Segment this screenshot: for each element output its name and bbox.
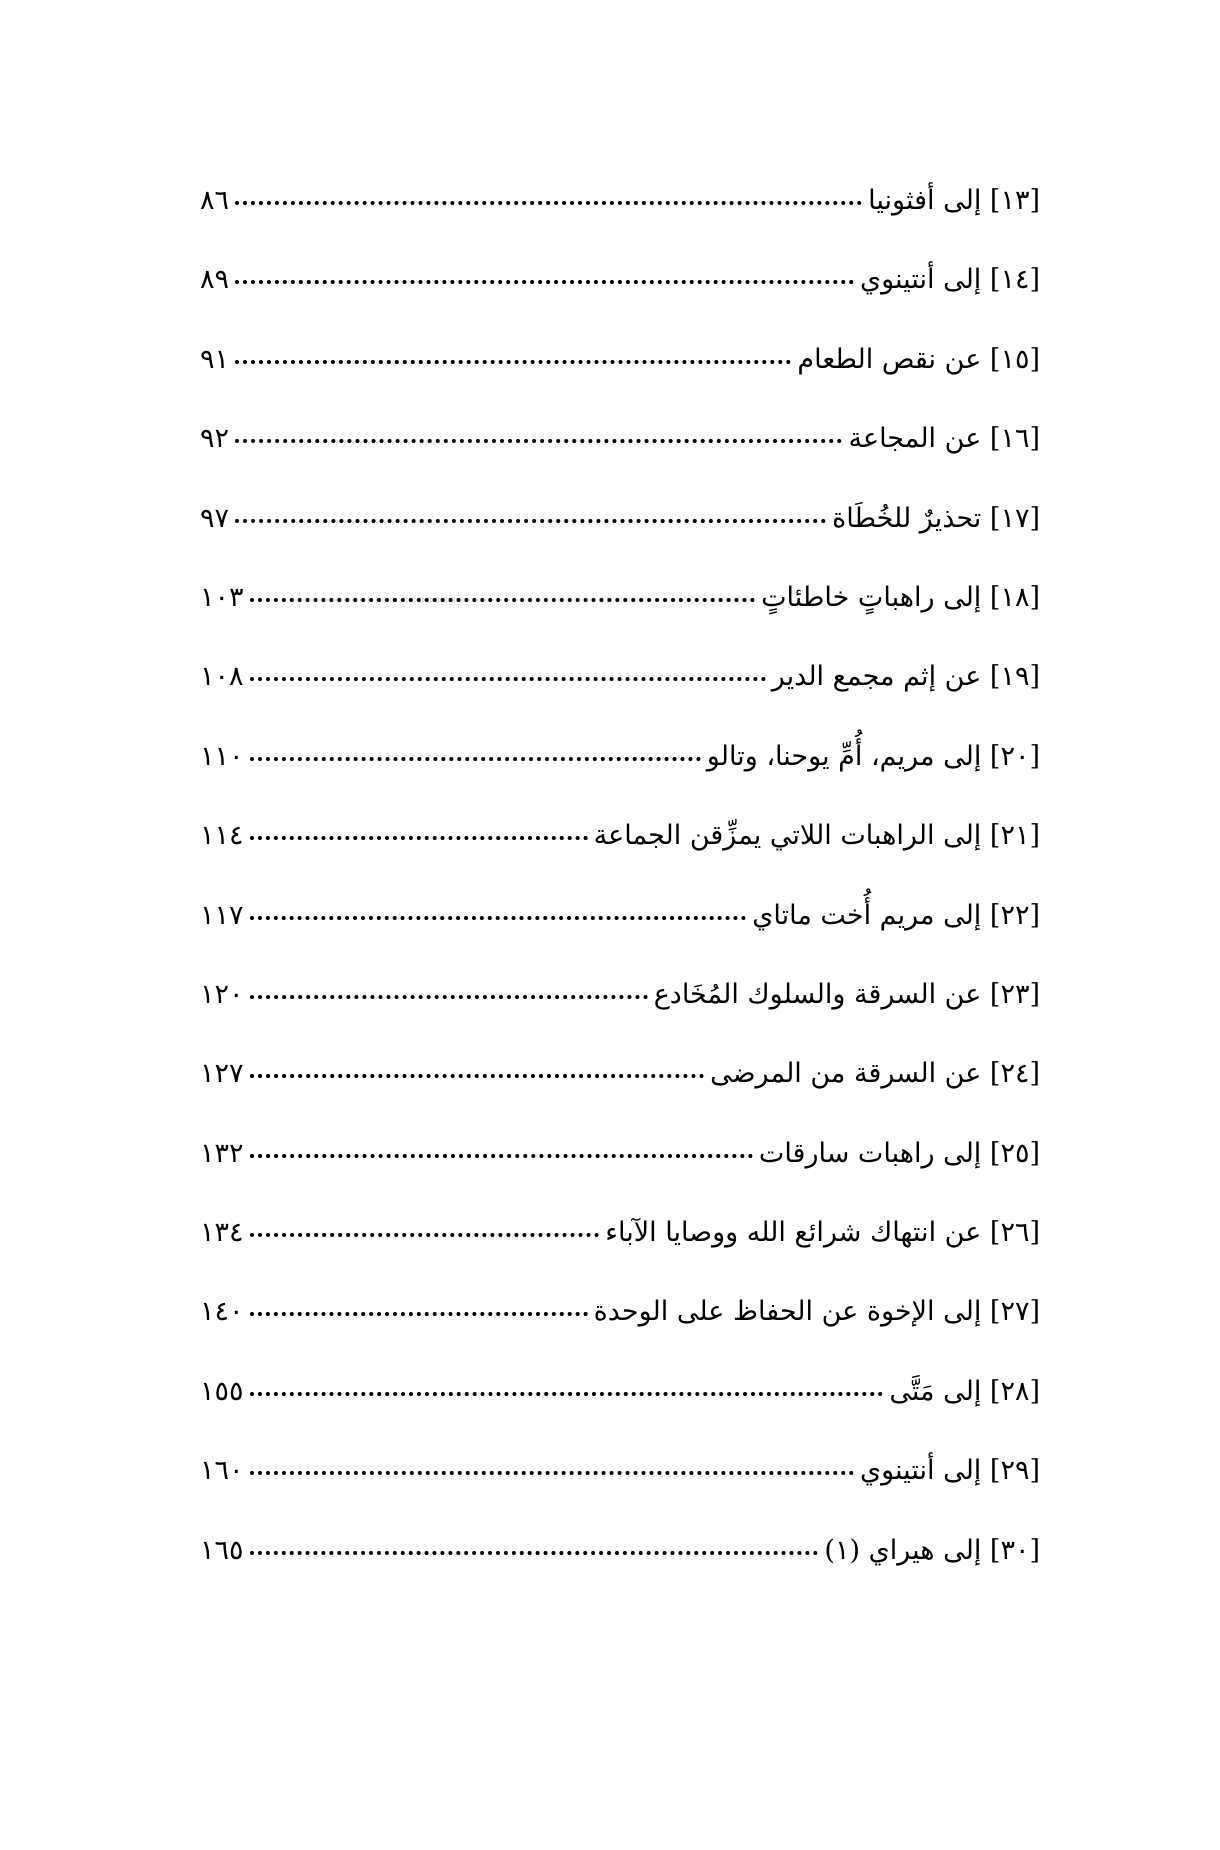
toc-entry-title: [٢٧] إلى الإخوة عن الحفاظ على الوحدة [593, 1296, 1040, 1328]
dot-leader [250, 836, 588, 840]
toc-entry-page-number: ١١٧ [200, 899, 244, 931]
toc-entry-title: [٢٠] إلى مريم، أُمِّ يوحنا، وتالو [706, 740, 1040, 772]
toc-entry-page-number: ٩٢ [200, 423, 230, 455]
toc-entry-page-number: ١٣٤ [200, 1217, 244, 1249]
toc-entry-title: [١٨] إلى راهباتٍ خاطئاتٍ [761, 581, 1040, 613]
toc-entry-page-number: ٨٦ [200, 185, 230, 216]
toc-entry [200, 344, 1040, 423]
toc-entry-page-number: ١٢٧ [200, 1058, 244, 1090]
toc-entry [200, 820, 1040, 899]
toc-entry-title: [٣٠] إلى هيراي (١) [824, 1534, 1040, 1566]
toc-entry [200, 185, 1040, 264]
toc-entry-title: [٢٥] إلى راهبات سارقات [758, 1137, 1040, 1169]
toc-entry-title: [٢٨] إلى مَتَّى [889, 1375, 1040, 1407]
dot-leader [250, 598, 756, 602]
table-of-contents [200, 185, 1040, 1614]
dot-leader [250, 1154, 753, 1158]
dot-leader [250, 916, 747, 920]
toc-entry [200, 1535, 1040, 1614]
toc-entry [200, 1455, 1040, 1534]
toc-entry-page-number: ١٦٥ [200, 1534, 244, 1566]
toc-entry-title: [١٧] تحذيرٌ للخُطَاة [832, 502, 1040, 534]
toc-entry-page-number: ٩٧ [200, 502, 230, 534]
dot-leader [235, 280, 854, 284]
toc-entry-title: [١٤] إلى أنتينوي [859, 264, 1040, 296]
toc-entry [200, 423, 1040, 502]
toc-entry-title: [١٣] إلى أفثونيا [868, 185, 1040, 216]
toc-entry-page-number: ١٠٨ [200, 661, 244, 693]
toc-entry-page-number: ١٣٢ [200, 1137, 244, 1169]
toc-entry [200, 1376, 1040, 1455]
dot-leader [235, 439, 842, 443]
toc-entry-page-number: ١٤٠ [200, 1296, 244, 1328]
toc-entry-page-number: ٩١ [200, 343, 230, 375]
toc-entry-page-number: ١٢٠ [200, 978, 244, 1010]
dot-leader [235, 360, 791, 364]
toc-entry-page-number: ١٥٥ [200, 1375, 244, 1407]
toc-entry-page-number: ١٠٣ [200, 581, 244, 613]
toc-entry-title: [٢٩] إلى أنتينوي [859, 1455, 1040, 1487]
toc-entry-page-number: ١٦٠ [200, 1455, 244, 1487]
toc-entry-page-number: ٨٩ [200, 264, 230, 296]
toc-entry-title: [١٩] عن إثم مجمع الدير [771, 661, 1040, 693]
toc-entry-title: [٢٤] عن السرقة من المرضى [710, 1058, 1040, 1090]
toc-entry-title: [٢٢] إلى مريم أُخت ماتاي [752, 899, 1040, 931]
dot-leader [250, 1233, 600, 1237]
toc-entry-title: [٢٣] عن السرقة والسلوك المُخَادع [653, 978, 1040, 1010]
toc-entry-page-number: ١١٠ [200, 740, 244, 772]
toc-entry-title: [٢١] إلى الراهبات اللاتي يمزِّقن الجماعة [593, 820, 1040, 852]
dot-leader [250, 1074, 705, 1078]
toc-entry [200, 979, 1040, 1058]
toc-entry [200, 1296, 1040, 1375]
toc-entry [200, 1138, 1040, 1217]
dot-leader [250, 1312, 588, 1316]
dot-leader [235, 519, 826, 523]
toc-entry [200, 264, 1040, 343]
toc-entry [200, 1058, 1040, 1137]
toc-entry-title: [١٦] عن المجاعة [848, 423, 1040, 455]
toc-entry [200, 582, 1040, 661]
toc-entry-title: [٢٦] عن انتهاك شرائع الله ووصايا الآباء [605, 1217, 1040, 1249]
toc-entry [200, 661, 1040, 740]
dot-leader [250, 677, 766, 681]
dot-leader [250, 1392, 884, 1396]
dot-leader [250, 1551, 819, 1555]
toc-entry-title: [١٥] عن نقص الطعام [797, 343, 1040, 375]
dot-leader [235, 201, 862, 205]
dot-leader [250, 757, 701, 761]
toc-entry-page-number: ١١٤ [200, 820, 244, 852]
dot-leader [250, 1471, 854, 1475]
toc-entry [200, 900, 1040, 979]
toc-entry [200, 503, 1040, 582]
toc-entry [200, 741, 1040, 820]
toc-entry [200, 1217, 1040, 1296]
dot-leader [250, 995, 648, 999]
